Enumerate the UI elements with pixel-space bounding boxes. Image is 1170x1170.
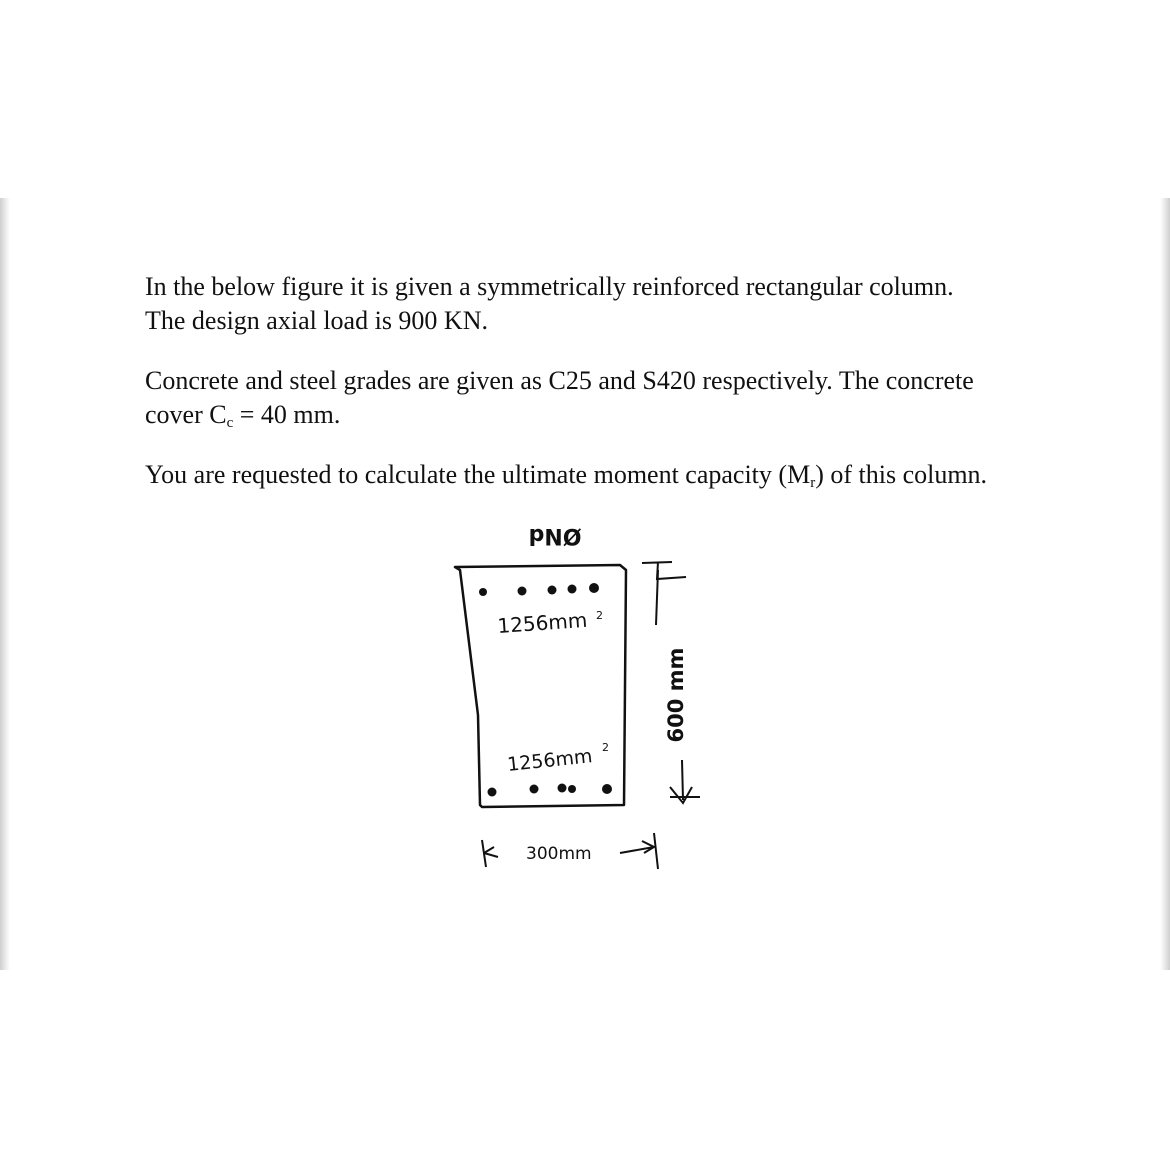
bottom-steel-area-exponent: 2 [602, 741, 609, 754]
moment-subscript: r [810, 475, 816, 491]
problem-statement [145, 270, 1045, 338]
width-dim-right-arrow [620, 833, 658, 869]
height-dimension-label: 600 mm [664, 647, 688, 743]
task-request [145, 458, 1045, 492]
column-sketch [430, 515, 730, 885]
column-section-figure [430, 515, 730, 885]
bottom-rebar [488, 788, 497, 797]
bottom-rebar [558, 784, 567, 793]
bottom-steel-area: 1256mm [506, 745, 594, 776]
bottom-rebar [602, 784, 612, 794]
top-rebar [479, 588, 487, 596]
bottom-rebar [568, 785, 576, 793]
page-right-edge [1160, 198, 1170, 970]
task-prefix: You are requested to calculate the ultimate moment capacity (M [145, 460, 811, 489]
top-rebar [548, 586, 557, 595]
bottom-rebar [530, 785, 539, 794]
top-steel-area-exponent: 2 [596, 609, 603, 622]
height-dim-bottom-arrow [670, 760, 700, 803]
cover-prefix: cover C [145, 400, 227, 429]
task-suffix: ) of this column. [815, 460, 988, 489]
top-rebar [518, 587, 527, 596]
material-specs [145, 364, 1045, 432]
cover-suffix: = 40 mm. [233, 400, 341, 429]
materials-line-1: Concrete and steel grades are given as C25 and S420 respectively. The concrete [145, 366, 974, 395]
width-dimension-label: 300mm [526, 844, 592, 864]
height-dim-top-tick [642, 562, 686, 579]
page-left-edge [0, 198, 10, 970]
statement-line-2: The design axial load is 900 KN. [145, 306, 488, 335]
column-outline-top-edge [455, 565, 620, 567]
statement-line-1: In the below figure it is given a symmetrically reinforced rectangular column. [145, 272, 954, 301]
top-rebar [568, 585, 577, 594]
axial-load-label: ØNd [528, 523, 582, 548]
top-rebar [589, 583, 599, 593]
cover-subscript: c [226, 415, 234, 431]
top-steel-area: 1256mm [496, 607, 589, 638]
width-dim-left-arrow [482, 840, 498, 867]
